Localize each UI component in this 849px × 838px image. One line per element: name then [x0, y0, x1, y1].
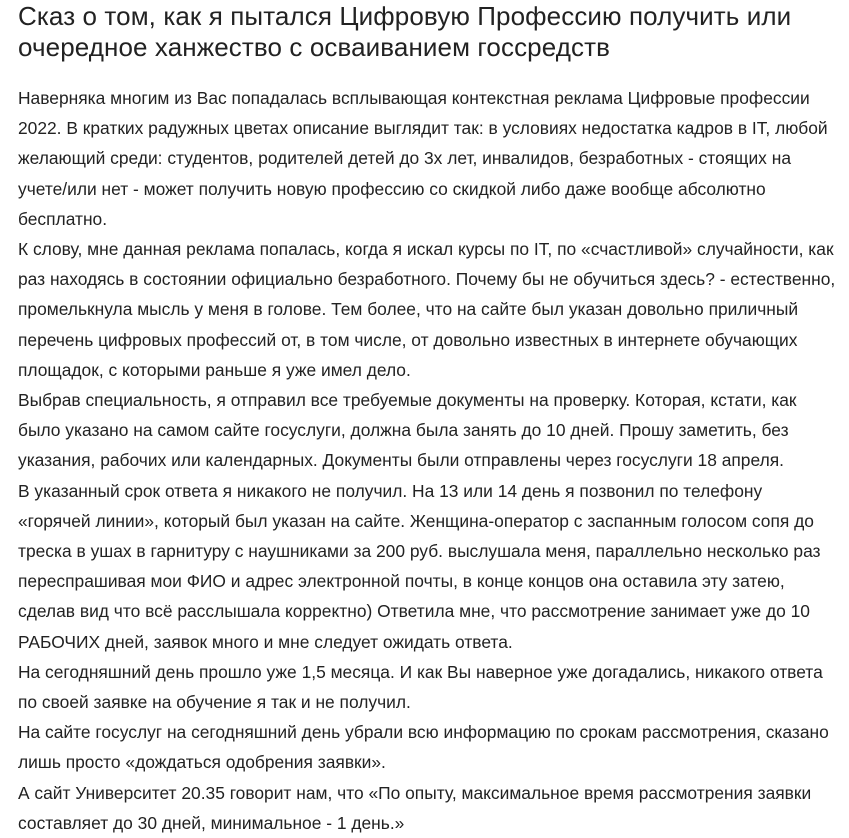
paragraph: Выбрав специальность, я отправил все требуемые документы на проверку. Которая, кстати, как было указано на самом сайте госуслуги, должна была занять до 10 дней. Прошу заметить, без указания, рабочих или календарных. Документы были отправлены через госуслуги 18 апреля. — [18, 390, 797, 471]
paragraph: А сайт Университет 20.35 говорит нам, что «По опыту, максимальное время рассмотрения заявки составляет до 30 дней, минимальное - 1 день.» — [18, 782, 812, 833]
article — [18, 0, 838, 838]
paragraph: На сегодняшний день прошло уже 1,5 месяца. И как Вы наверное уже догадались, никакого ответа по своей заявке на обучение я так и не получил. — [18, 661, 823, 713]
article-body — [18, 83, 838, 838]
paragraph: К слову, мне данная реклама попалась, когда я искал курсы по IT, по «счастливой» случайности, как раз находясь в состоянии официально безработного. Почему бы не обучиться здесь? - естественно, промелькнула мысль у меня в голове. Тем более, что на сайте был указан довольно приличный перечень цифровых профессий от, в том числе, от довольно известных в интернете обучающих площадок, с которыми раньше я уже имел дело. — [18, 239, 836, 380]
paragraph: В указанный срок ответа я никакого не получил. На 13 или 14 день я позвонил по телефону «горячей линии», который был указан на сайте. Женщина-оператор с заспанным голосом сопя до треска в ушах в гарнитуру с наушниками за 200 руб. выслушала меня, параллельно несколько раз переспрашивая мои ФИО и адрес электронной почты, в конце концов она оставила эту затею, сделав вид что всё расслышала корректно) Ответила мне, что рассмотрение занимает уже до 10 РАБОЧИХ дней, заявок много и мне следует ожидать ответа. — [18, 480, 821, 652]
paragraph: На сайте госуслуг на сегодняшний день убрали всю информацию по срокам рассмотрения, сказано лишь просто «дождаться одобрения заявки». — [18, 722, 829, 773]
paragraph: Наверняка многим из Вас попадалась всплывающая контекстная реклама Цифровые профессии 2022. В кратких радужных цветах описание выглядит так: в условиях недостатка кадров в IT, любой желающий среди: студентов, родителей детей до 3х лет, инвалидов, безработных - стоящих на учете/или нет - может получить новую профессию со скидкой либо даже вообще абсолютно бесплатно. — [18, 88, 828, 229]
article-title: Сказ о том, как я пытался Цифровую Профессию получить или очередное ханжество с осваиванием госсредств — [18, 1, 792, 62]
